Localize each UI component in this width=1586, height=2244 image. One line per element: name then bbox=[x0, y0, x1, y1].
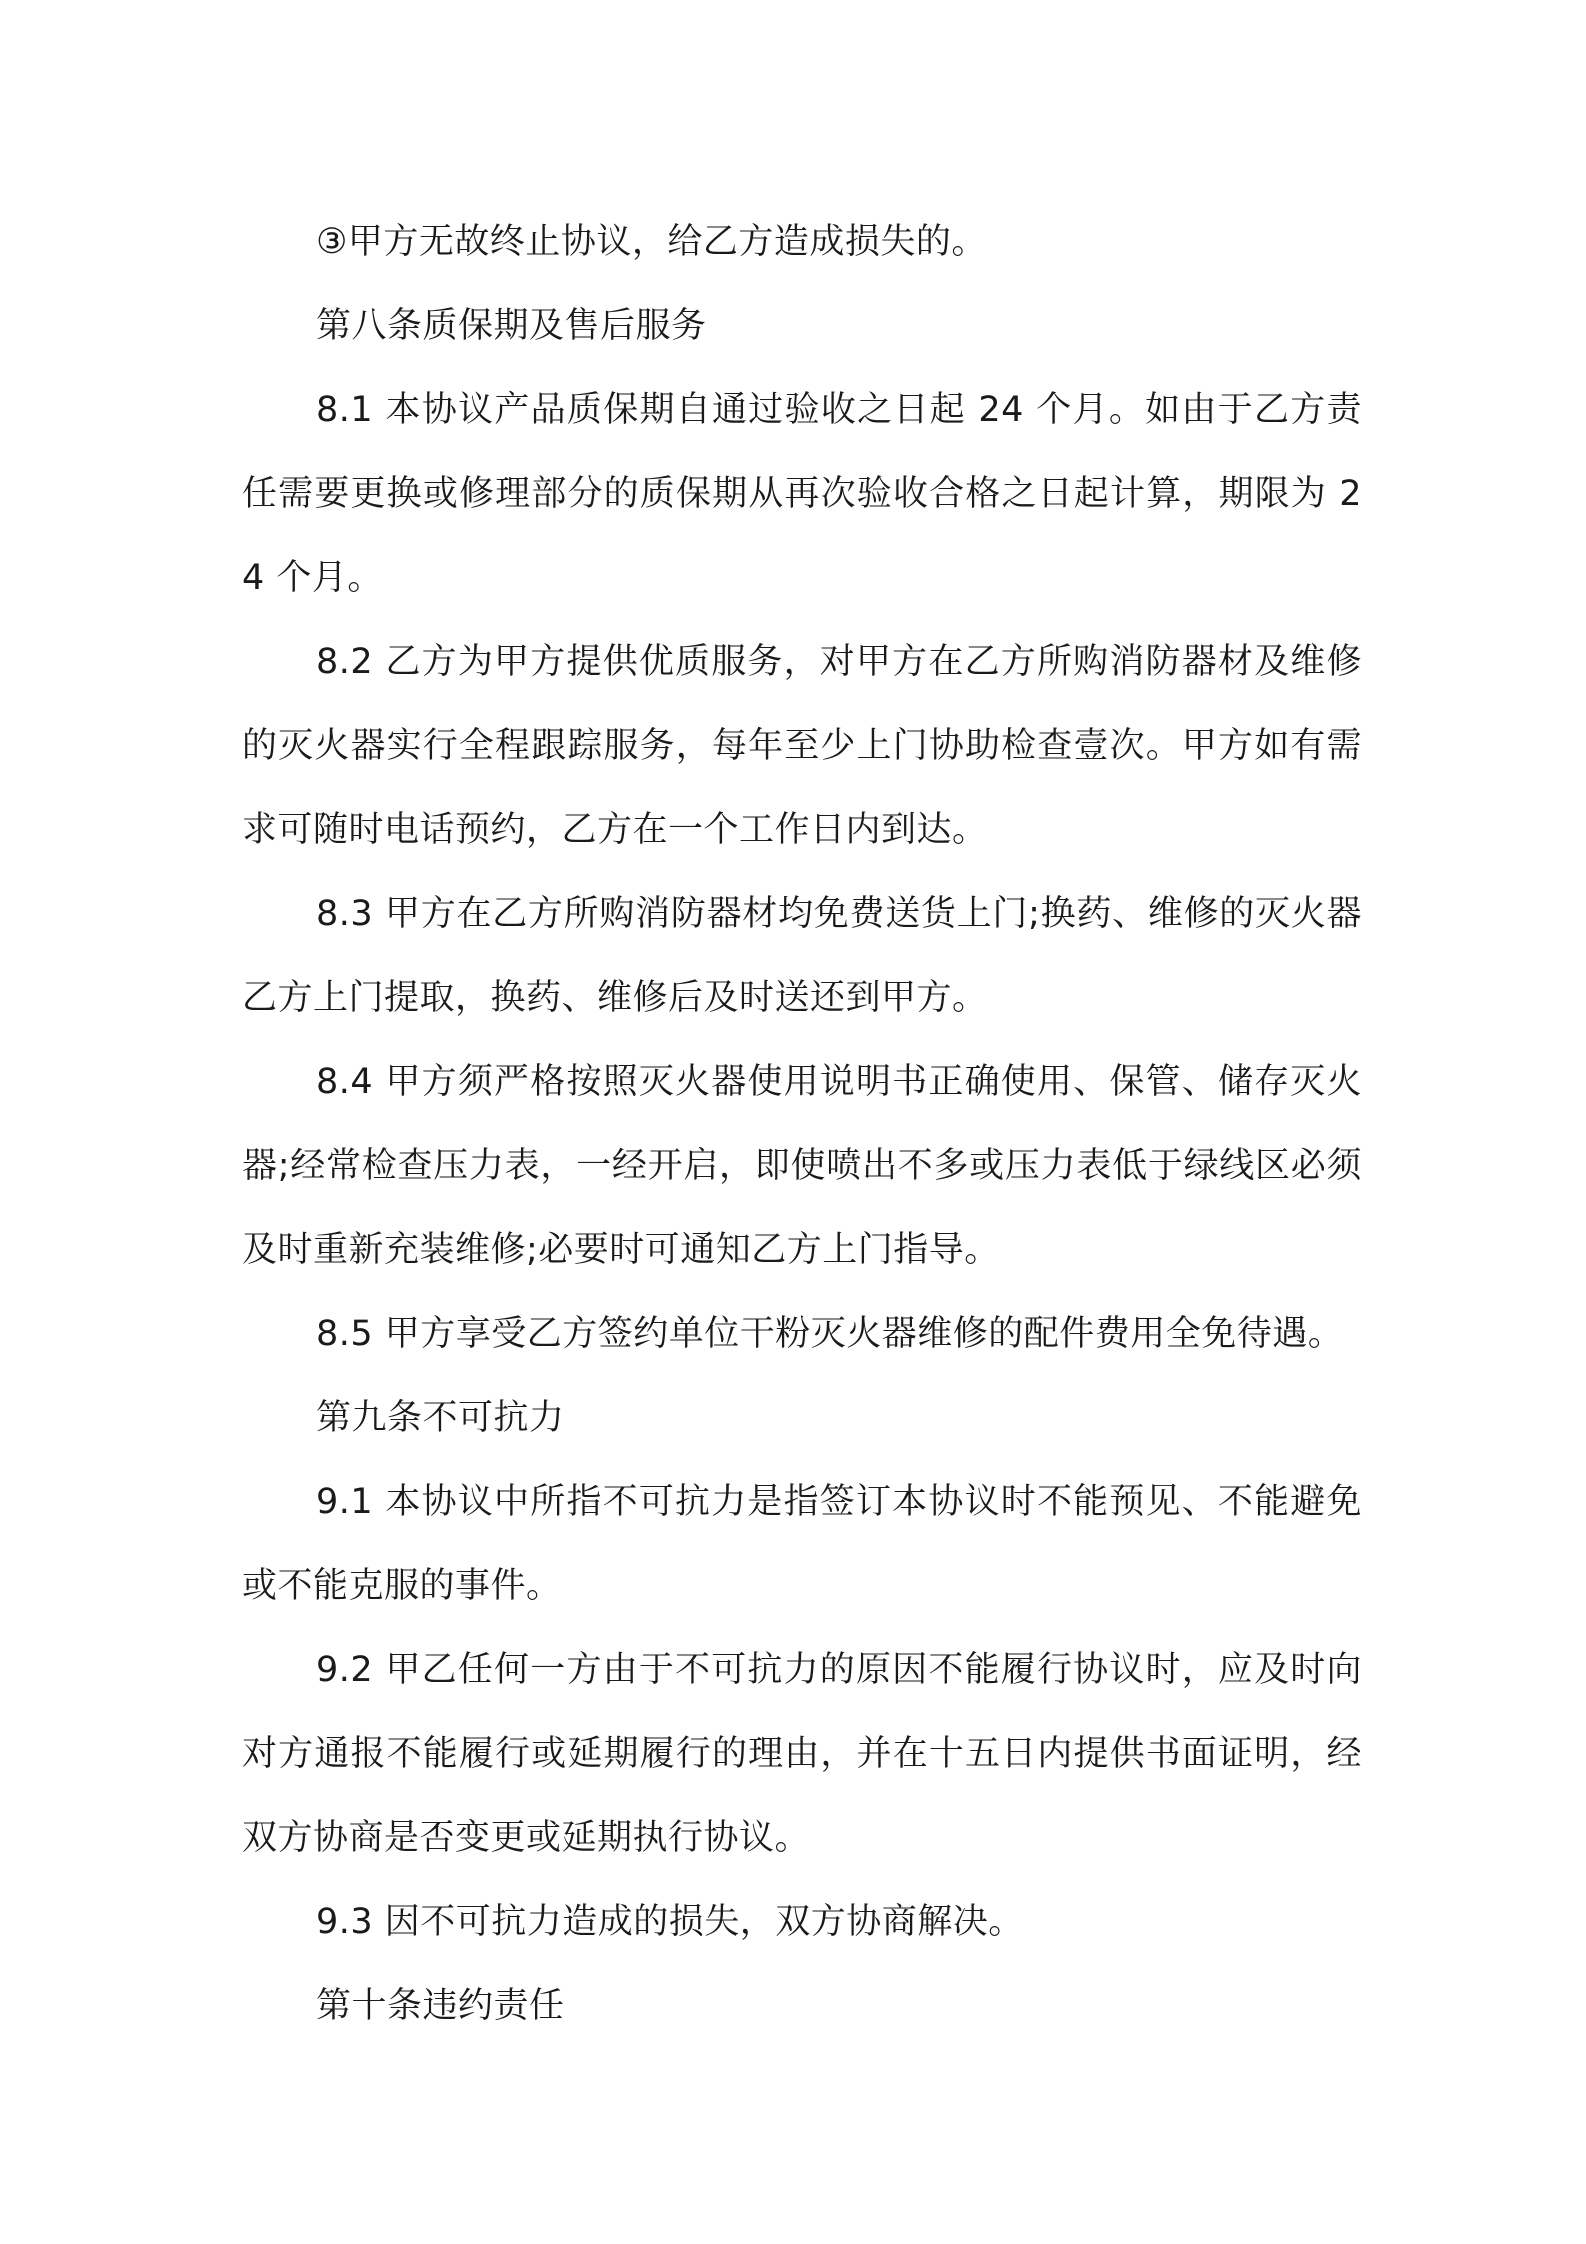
document-body bbox=[242, 200, 1362, 2048]
clause-8-1: 8.1 本协议产品质保期自通过验收之日起 24 个月。如由于乙方责任需要更换或修理部分的质保期从再次验收合格之日起计算，期限为 24 个月。 bbox=[242, 390, 1362, 598]
article-9-heading: 第九条不可抗力 bbox=[316, 1398, 565, 1438]
article-8-heading: 第八条质保期及售后服务 bbox=[316, 306, 707, 346]
article-10-heading: 第十条违约责任 bbox=[316, 1986, 565, 2026]
clause-8-3: 8.3 甲方在乙方所购消防器材均免费送货上门;换药、维修的灭火器乙方上门提取，换药、维修后及时送还到甲方。 bbox=[242, 894, 1362, 1018]
clause-8-5: 8.5 甲方享受乙方签约单位干粉灭火器维修的配件费用全免待遇。 bbox=[316, 1314, 1344, 1354]
clause-9-1: 9.1 本协议中所指不可抗力是指签订本协议时不能预见、不能避免或不能克服的事件。 bbox=[242, 1482, 1362, 1606]
clause-8-2: 8.2 乙方为甲方提供优质服务，对甲方在乙方所购消防器材及维修的灭火器实行全程跟踪服务，每年至少上门协助检查壹次。甲方如有需求可随时电话预约，乙方在一个工作日内到达。 bbox=[242, 642, 1362, 850]
clause-9-2: 9.2 甲乙任何一方由于不可抗力的原因不能履行协议时，应及时向对方通报不能履行或延期履行的理由，并在十五日内提供书面证明，经双方协商是否变更或延期执行协议。 bbox=[242, 1650, 1362, 1858]
clause-8-4: 8.4 甲方须严格按照灭火器使用说明书正确使用、保管、储存灭火器;经常检查压力表，一经开启，即使喷出不多或压力表低于绿线区必须及时重新充装维修;必要时可通知乙方上门指导。 bbox=[242, 1062, 1362, 1270]
clause-7-item-3: ③甲方无故终止协议，给乙方造成损失的。 bbox=[316, 222, 987, 262]
clause-9-3: 9.3 因不可抗力造成的损失，双方协商解决。 bbox=[316, 1902, 1024, 1942]
